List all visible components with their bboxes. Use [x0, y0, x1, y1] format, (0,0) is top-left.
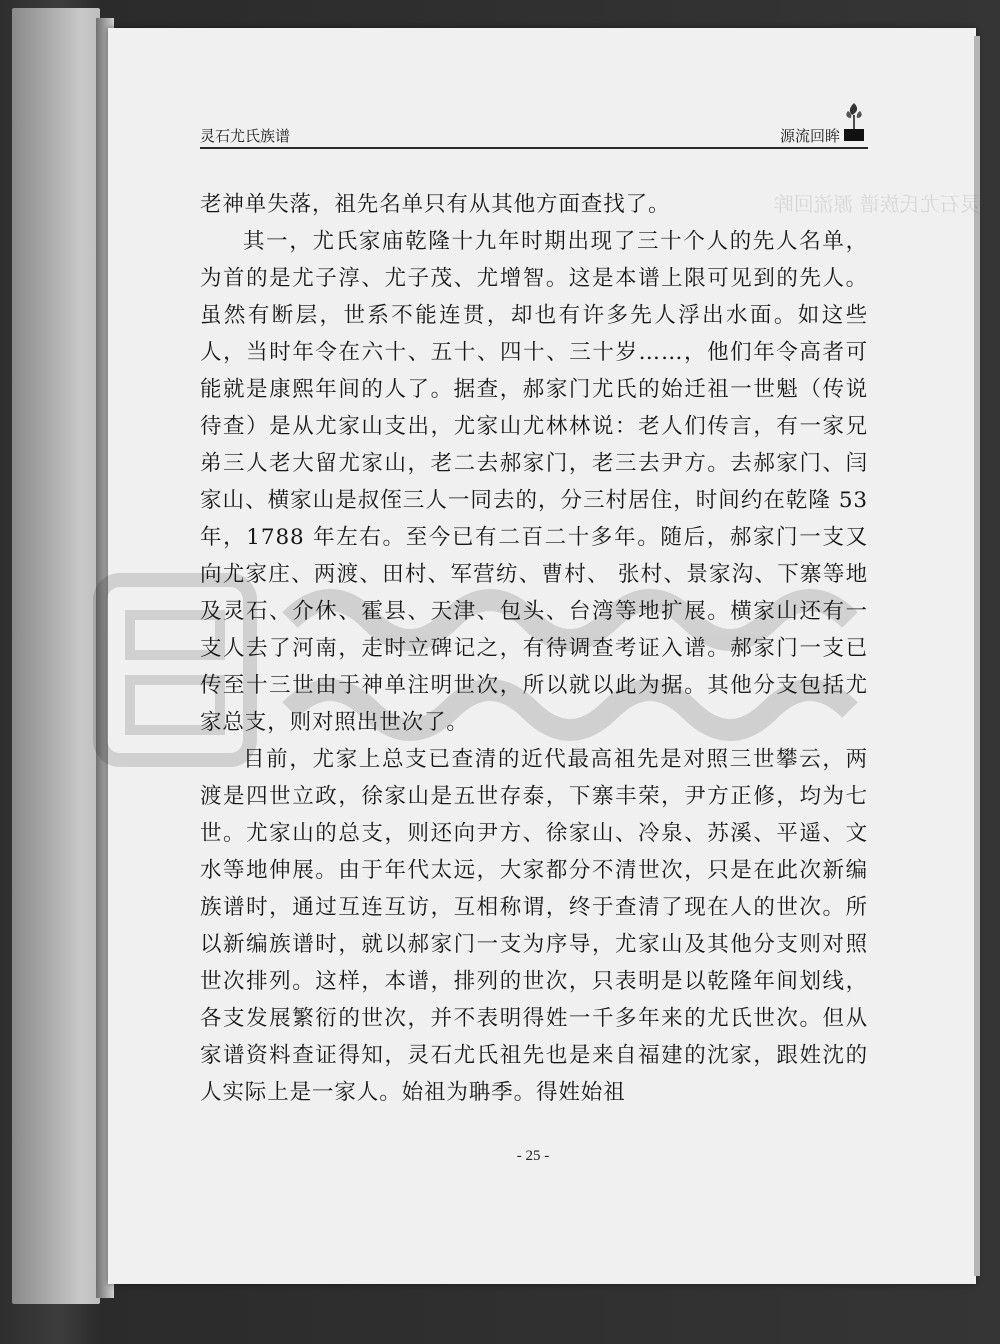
- paragraph-first: 其一，尤氏家庙乾隆十九年时期出现了三十个人的先人名单，为首的是尤子淳、尤子茂、尤增智。这是本谱上限可见到的先人。虽然有断层，世系不能连贯，却也有许多先人浮出水面。如这些人，当时年令在六十、五十、四十、三十岁……，他们年令高者可能就是康熙年间的人了。据查，郝家门尤氏的始迁祖一世魁（传说待查）是从尤家山支出，尤家山尤林林说：老人们传言，有一家兄弟三人老大留尤家山，老二去郝家门，老三去尹方。去郝家门、闫家山、横家山是叔侄三人一同去的，分三村居住，时间约在乾隆 53 年，1788 年左右。至今已有二百二十多年。随后，郝家门一支又向尤家庄、两渡、田村、军营纺、曹村、 张村、景家沟、下寨等地及灵石、介休、霍县、天津、包头、台湾等地扩展。横家山还有一支人去了河南，走时立碑记之，有待调查考证入谱。郝家门一支已传至十三世由于神单注明世次，所以就以此为据。其他分支包括尤家总支，则对照出世次了。: [200, 229, 868, 735]
- paragraph-continuation: 老神单失落，祖先名单只有从其他方面查找了。: [200, 192, 671, 217]
- body-text: [200, 186, 868, 1111]
- paragraph-current: 目前，尤家上总支已查清的近代最高祖先是对照三世攀云，两渡是四世立政，徐家山是五世存泰，下寨丰荣，尹方正修，均为七世。尤家山的总支，则还向尹方、徐家山、冷泉、苏溪、平遥、文水等地伸展。由于年代太远，大家都分不清世次，只是在此次新编族谱时，通过互连互访，互相称谓，终于查清了现在人的世次。所以新编族谱时，就以郝家门一支为序导，尤家山及其他分支则对照世次排列。这样，本谱，排列的世次，只表明是以乾隆年间划线，各支发展繁衍的世次，并不表明得姓一千多年来的尤氏世次。但从家谱资料查证得知，灵石尤氏祖先也是来自福建的沈家，跟姓沈的人实际上是一家人。始祖为聃季。得姓始祖: [200, 747, 868, 1105]
- book-title: 灵石尤氏族谱: [200, 127, 291, 145]
- bleed-through-text: 灵石尤氏族谱 源流回眸: [773, 192, 980, 216]
- page-number: - 25 -: [516, 1148, 550, 1164]
- running-header: [200, 121, 868, 149]
- flower-pot-icon: [840, 99, 868, 143]
- left-page-edge: [12, 8, 100, 1304]
- section-title: 源流回眸: [779, 127, 840, 145]
